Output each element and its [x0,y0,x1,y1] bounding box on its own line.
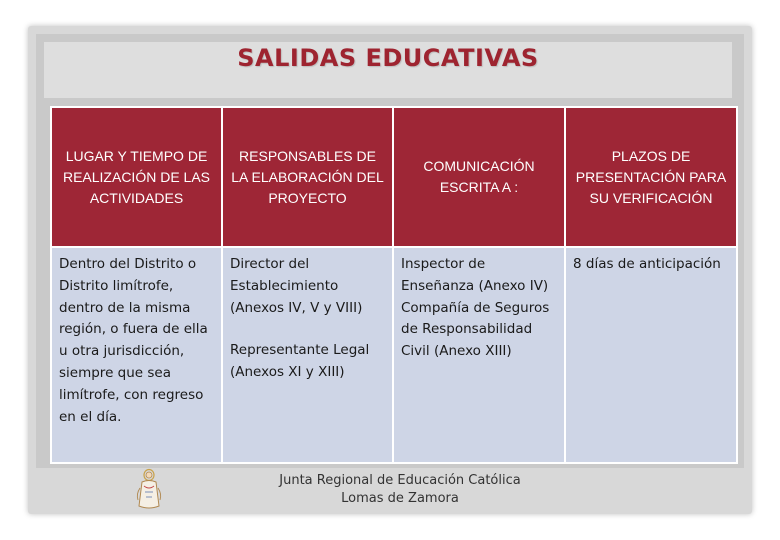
saint-figure-icon [132,466,166,512]
responsable-representante: Representante Legal (Anexos XI y XIII) [230,342,370,381]
cell-lugar [51,247,222,463]
footer [236,472,564,508]
info-table [50,106,738,464]
comunicacion-seguros: Compañía de Seguros de Responsabilidad Civil (Anexo XIII) [401,299,550,360]
header-responsables: RESPONSABLES DE LA ELABORACIÓN DEL PROYECTO [222,107,393,247]
slide-title: SALIDAS EDUCATIVAS [237,44,539,72]
responsable-director: Director del Establecimiento (Anexos IV, V y VIII) [230,256,363,316]
footer-line-1: Junta Regional de Educación Católica [279,473,521,488]
footer-line-2: Lomas de Zamora [341,491,459,506]
header-plazos: PLAZOS DE PRESENTACIÓN PARA SU VERIFICACIÓN [565,107,737,247]
cell-comunicacion [393,247,565,463]
header-comunicacion: COMUNICACIÓN ESCRITA A : [393,107,565,247]
plazos-text: 8 días de anticipación [573,256,721,272]
cell-responsables [222,247,393,463]
header-lugar: LUGAR Y TIEMPO DE REALIZACIÓN DE LAS ACTIVIDADES [51,107,222,247]
cell-plazos [565,247,737,463]
header-row [51,107,737,247]
lugar-text: Dentro del Distrito o Distrito limítrofe, dentro de la misma región, o fuera de ella u otra jurisdicción, siempre que sea limítrofe, con regreso en el día. [59,256,208,425]
table-row [51,247,737,463]
comunicacion-inspector: Inspector de Enseñanza (Anexo IV) [401,256,549,294]
